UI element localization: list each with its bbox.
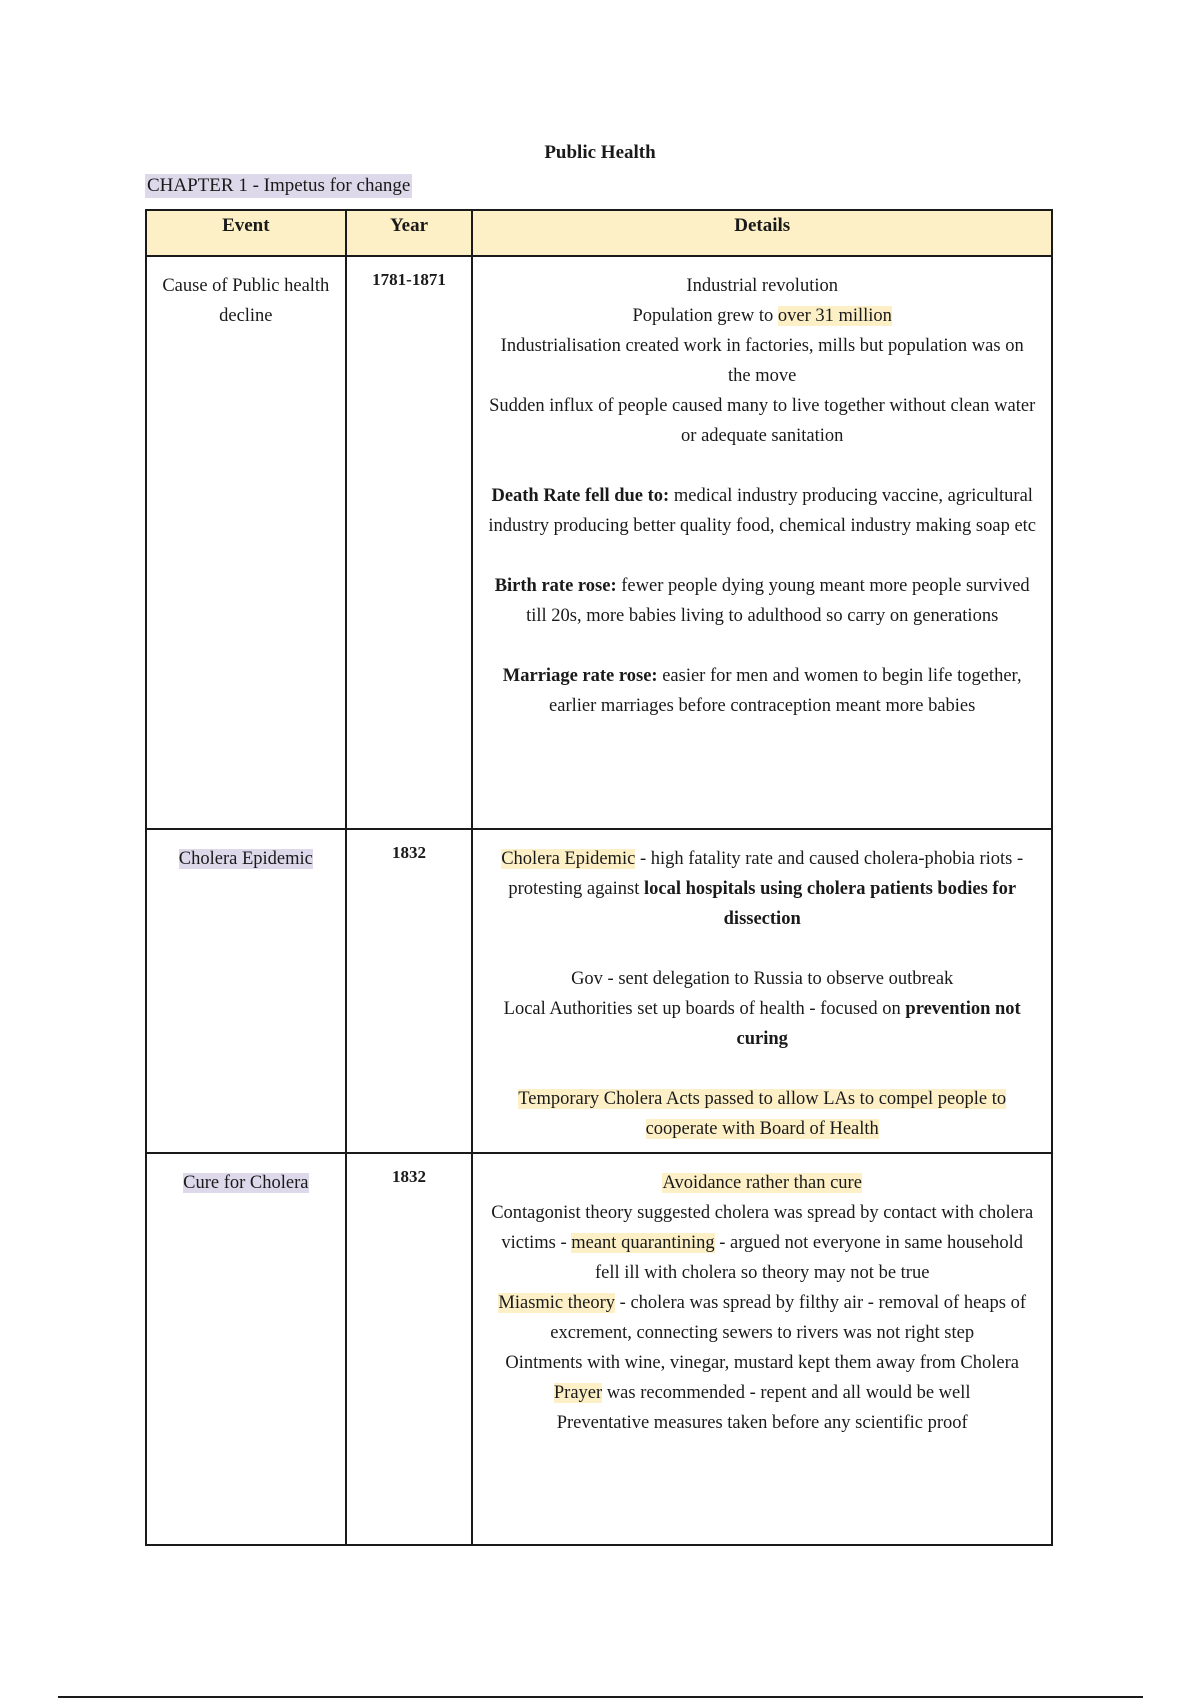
detail-line: Industrialisation created work in factories, mills but population was on the move	[500, 336, 1024, 386]
detail-text: was recommended - repent and all would be well	[602, 1383, 971, 1403]
event-cell	[146, 256, 346, 829]
highlight: Avoidance rather than cure	[662, 1173, 862, 1193]
detail-bold: local hospitals using cholera patients bodies for dissection	[643, 879, 1017, 929]
page-title: Public Health	[544, 142, 656, 163]
detail-line	[487, 1168, 1037, 1198]
header-event: Event	[146, 210, 346, 256]
year-cell: 1832	[346, 1153, 473, 1545]
chapter-heading: CHAPTER 1 - Impetus for change	[147, 175, 411, 196]
event-cell	[146, 1153, 346, 1545]
detail-line	[487, 994, 1037, 1054]
detail-text: Contagonist theory suggested cholera was spread by contact with cholera victims -	[491, 1203, 1034, 1253]
detail-line	[487, 301, 1037, 331]
detail-line	[487, 1378, 1037, 1408]
table-row	[146, 829, 1052, 1153]
table-row	[146, 256, 1052, 829]
detail-bold: prevention not curing	[736, 999, 1021, 1049]
detail-line: Industrial revolution	[686, 276, 838, 296]
highlight: Miasmic theory	[498, 1293, 616, 1313]
details-cell	[472, 1153, 1052, 1545]
detail-bold: Birth rate rose:	[494, 576, 617, 596]
year-cell: 1832	[346, 829, 473, 1153]
highlight: Temporary Cholera Acts passed to allow LAs to compel people to cooperate with Board of Health	[518, 1089, 1007, 1139]
detail-text: easier for men and women to begin life together, earlier marriages before contraception meant more babies	[549, 666, 1022, 716]
event-cell	[146, 829, 346, 1153]
highlight: meant quarantining	[571, 1233, 715, 1253]
year-cell: 1781-1871	[346, 256, 473, 829]
event-label: Cause of Public health decline	[162, 276, 330, 326]
detail-text: Population grew to	[632, 306, 778, 326]
detail-text: - high fatality rate and caused cholera-phobia riots - protesting against	[508, 849, 1024, 899]
header-year: Year	[346, 210, 473, 256]
detail-line	[487, 661, 1037, 721]
detail-bold: Marriage rate rose:	[502, 666, 658, 686]
detail-text: - argued not everyone in same household fell ill with cholera so theory may not be true	[594, 1233, 1024, 1283]
table-row	[146, 1153, 1052, 1545]
detail-line	[487, 1198, 1037, 1288]
detail-line	[487, 571, 1037, 631]
detail-line	[487, 1288, 1037, 1348]
detail-text: medical industry producing vaccine, agricultural industry producing better quality food, chemical industry making soap etc	[488, 486, 1037, 536]
detail-text: - cholera was spread by filthy air - removal of heaps of excrement, connecting sewers to rivers was not right step	[550, 1293, 1026, 1343]
detail-line	[487, 481, 1037, 541]
highlight: Prayer	[553, 1383, 603, 1403]
detail-text: fewer people dying young meant more people survived till 20s, more babies living to adulthood so carry on generations	[526, 576, 1030, 626]
detail-line	[487, 844, 1037, 934]
event-label: Cure for Cholera	[183, 1173, 309, 1193]
detail-text: Local Authorities set up boards of health - focused on	[503, 999, 906, 1019]
details-cell	[472, 256, 1052, 829]
header-details: Details	[472, 210, 1052, 256]
detail-line: Preventative measures taken before any scientific proof	[556, 1413, 968, 1433]
detail-bold: Death Rate fell due to:	[491, 486, 670, 506]
detail-line: Sudden influx of people caused many to live together without clean water or adequate sanitation	[489, 396, 1036, 446]
highlight: Cholera Epidemic	[501, 849, 636, 869]
detail-line	[487, 1084, 1037, 1144]
highlight: over 31 million	[777, 306, 892, 326]
events-table	[145, 209, 1053, 1546]
event-label: Cholera Epidemic	[178, 849, 313, 869]
details-cell	[472, 829, 1052, 1153]
detail-line: Gov - sent delegation to Russia to observe outbreak	[571, 969, 954, 989]
table-header-row	[146, 210, 1052, 256]
detail-line: Ointments with wine, vinegar, mustard kept them away from Cholera	[505, 1353, 1019, 1373]
footer-divider	[58, 1696, 1143, 1698]
